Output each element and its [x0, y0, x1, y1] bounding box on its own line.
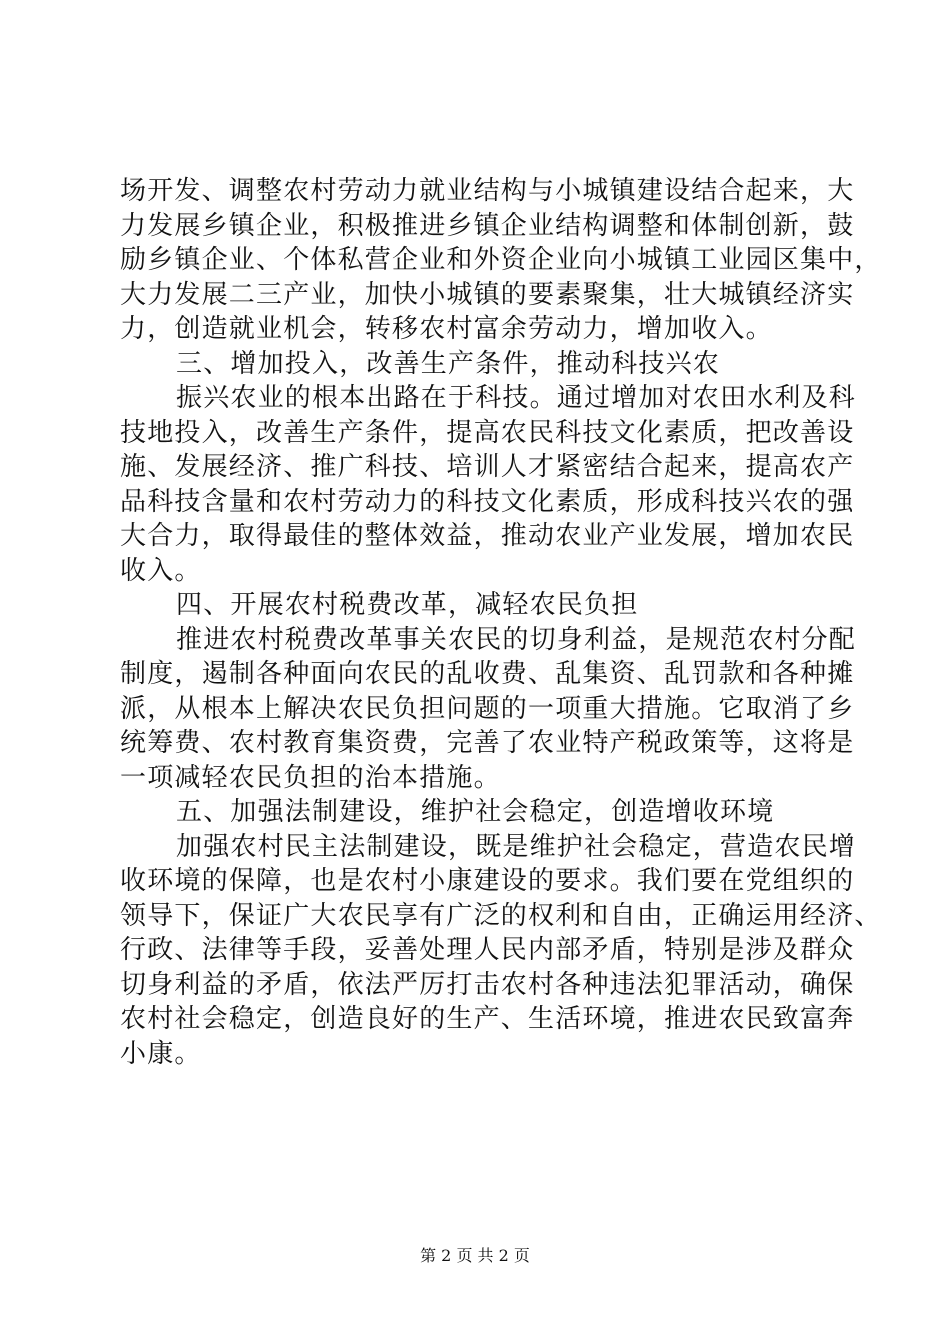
paragraph-line: 力发展乡镇企业，积极推进乡镇企业结构调整和体制创新，鼓 [120, 210, 855, 241]
paragraph-line: 施、发展经济、推广科技、培训人才紧密结合起来，提高农产 [120, 452, 855, 482]
paragraph-line: 小康。 [120, 1038, 202, 1069]
paragraph-line: 大合力，取得最佳的整体效益，推动农业产业发展，增加农民 [120, 521, 855, 551]
paragraph-line: 制度，遏制各种面向农民的乱收费、乱集资、乱罚款和各种摊 [120, 659, 855, 689]
paragraph-line: 技地投入，改善生产条件，提高农民科技文化素质，把改善设 [120, 417, 855, 448]
paragraph-line: 一项减轻农民负担的治本措施。 [120, 762, 501, 793]
paragraph-line: 切身利益的矛盾，依法严厉打击农村各种违法犯罪活动，确保 [120, 969, 855, 1000]
paragraph-line: 励乡镇企业、个体私营企业和外资企业向小城镇工业园区集中， [120, 245, 882, 275]
paragraph-line-indented: 五、加强法制建设，维护社会稳定，创造增收环境 [176, 797, 775, 827]
paragraph-line: 场开发、调整农村劳动力就业结构与小城镇建设结合起来，大 [120, 176, 855, 206]
paragraph-line: 领导下，保证广大农民享有广泛的权利和自由，正确运用经济、 [120, 900, 882, 931]
page-number-footer: 第 2 页 共 2 页 [420, 1246, 530, 1265]
paragraph-line: 收入。 [120, 555, 202, 586]
paragraph-line: 力，创造就业机会，转移农村富余劳动力，增加收入。 [120, 314, 773, 344]
paragraph-line: 大力发展二三产业，加快小城镇的要素聚集，壮大城镇经济实 [120, 279, 855, 310]
document-body [120, 174, 882, 1071]
paragraph-line: 农村社会稳定，创造良好的生产、生活环境，推进农民致富奔 [120, 1004, 855, 1034]
paragraph-line: 派，从根本上解决农民负担问题的一项重大措施。它取消了乡 [120, 693, 855, 724]
paragraph-line-indented: 加强农村民主法制建设，既是维护社会稳定，营造农民增 [176, 831, 857, 862]
paragraph-line-indented: 四、开展农村税费改革，减轻农民负担 [176, 590, 639, 620]
paragraph-line: 收环境的保障，也是农村小康建设的要求。我们要在党组织的 [120, 866, 855, 896]
paragraph-line: 行政、法律等手段，妥善处理人民内部矛盾，特别是涉及群众 [120, 935, 855, 965]
paragraph-line: 统筹费、农村教育集资费，完善了农业特产税政策等，这将是 [120, 728, 855, 758]
paragraph-line-indented: 振兴农业的根本出路在于科技。通过增加对农田水利及科 [176, 383, 857, 413]
paragraph-line: 品科技含量和农村劳动力的科技文化素质，形成科技兴农的强 [120, 486, 855, 517]
paragraph-line-indented: 推进农村税费改革事关农民的切身利益，是规范农村分配 [176, 624, 857, 655]
paragraph-line-indented: 三、增加投入，改善生产条件，推动科技兴农 [176, 348, 721, 379]
